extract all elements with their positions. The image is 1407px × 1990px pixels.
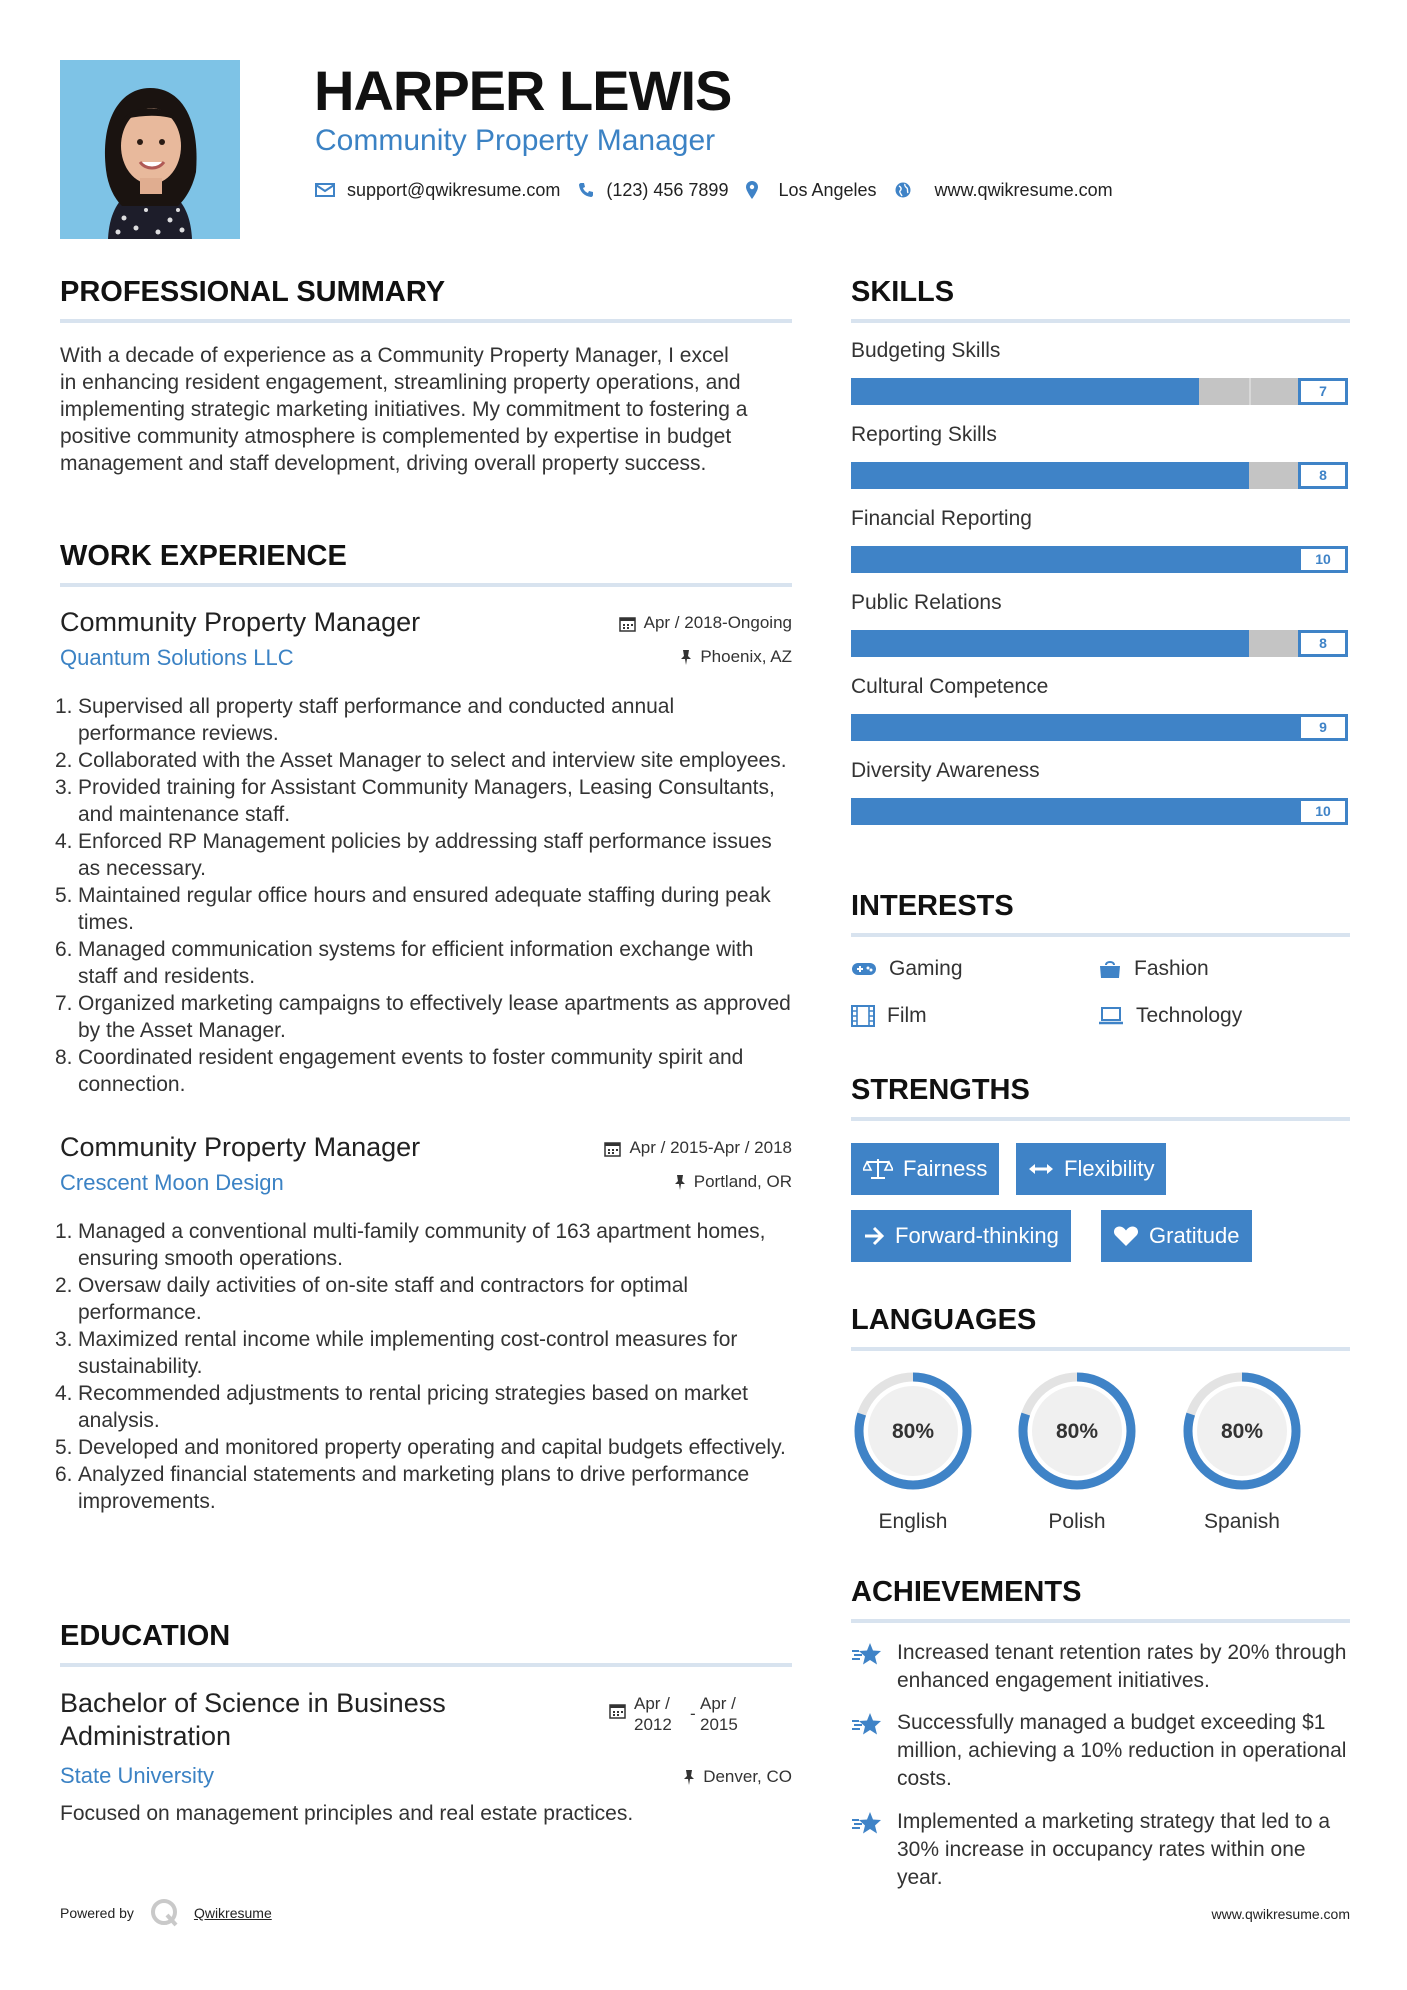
skill-bar: [851, 798, 1348, 825]
language-name: Spanish: [1204, 1510, 1280, 1533]
skill-name: Reporting Skills: [851, 423, 997, 446]
balance-scale-icon: [863, 1157, 893, 1181]
strength-chip: Forward-thinking: [851, 1210, 1071, 1262]
achievement-item: Increased tenant retention rates by 20% through enhanced engagement initiatives.: [851, 1639, 1350, 1695]
duty-item: 8. Coordinated resident engagement events to foster community spirit and connection.: [55, 1046, 744, 1096]
skill-level-value: 10: [1298, 546, 1348, 573]
job-date-text: Apr / 2018-Ongoing: [643, 613, 792, 632]
arrows-horizontal-icon: [1028, 1161, 1054, 1177]
skill-name: Cultural Competence: [851, 675, 1049, 698]
skill-item: [851, 507, 1350, 573]
profile-photo: [60, 60, 240, 239]
contact-website[interactable]: [895, 180, 1113, 201]
languages-list: [851, 1351, 1350, 1531]
globe-icon: [895, 182, 911, 198]
duty-item: 4. Enforced RP Management policies by addressing staff performance issues as necessary.: [55, 830, 772, 880]
duty-item: 7. Organized marketing campaigns to effectively lease apartments as approved by the Asset Manager.: [55, 992, 791, 1042]
contact-email[interactable]: [315, 180, 560, 201]
duty-list: [55, 1218, 792, 1515]
skill-item: [851, 675, 1350, 741]
skill-bar-fill: [851, 798, 1348, 825]
strength-chip: Gratitude: [1101, 1210, 1252, 1262]
degree-title: Bachelor of Science in Business Administration: [60, 1688, 446, 1751]
skill-bar-fill: [851, 630, 1249, 657]
job-date: [604, 1138, 792, 1158]
duty-item: 5. Maintained regular office hours and ensured adequate staffing during peak times.: [55, 884, 771, 934]
skill-level-value: 8: [1298, 630, 1348, 657]
duty-item: 1. Managed a conventional multi-family community of 163 apartment homes, ensuring smooth operations.: [55, 1220, 766, 1270]
skill-name: Diversity Awareness: [851, 759, 1040, 782]
achievements-section: [851, 1576, 1350, 1889]
language-item: [1180, 1369, 1304, 1534]
skill-level-value: 7: [1298, 378, 1348, 405]
interest-item: Gaming: [851, 957, 963, 981]
interest-item: Film: [851, 1004, 927, 1028]
languages-section: [851, 1304, 1350, 1531]
job-title: Community Property Manager: [60, 607, 421, 637]
summary-heading: PROFESSIONAL SUMMARY: [60, 276, 792, 323]
duty-item: 3. Provided training for Assistant Community Managers, Leasing Consultants, and maintenance staff.: [55, 776, 775, 826]
education-description: Focused on management principles and real estate practices.: [60, 1802, 634, 1825]
map-marker-icon: [746, 181, 758, 199]
heart-icon: [1113, 1225, 1139, 1247]
duty-item: 3. Maximized rental income while implementing cost-control measures for sustainability.: [55, 1328, 738, 1378]
duty-item: 6. Analyzed financial statements and marketing plans to drive performance improvements.: [55, 1463, 750, 1513]
film-icon: [851, 1005, 875, 1027]
skill-bar: [851, 378, 1348, 405]
skill-bar-fill: [851, 714, 1298, 741]
skill-item: [851, 759, 1350, 825]
laptop-icon: [1098, 1006, 1124, 1026]
interest-item: Fashion: [1098, 957, 1209, 981]
achievement-item: Implemented a marketing strategy that led to a 30% increase in occupancy rates within one year.: [851, 1808, 1350, 1892]
pin-icon: [674, 1174, 686, 1191]
duty-item: 6. Managed communication systems for efficient information exchange with staff and residents.: [55, 938, 754, 988]
skill-item: [851, 339, 1350, 405]
job-entry: [55, 607, 792, 1098]
footer-powered-by: Powered by Qwikresume: [60, 1898, 272, 1928]
skill-bar-fill: [851, 546, 1348, 573]
skill-item: [851, 591, 1350, 657]
shopping-bag-icon: [1098, 958, 1122, 980]
arrow-right-icon: [863, 1226, 885, 1246]
job-title: Community Property Manager: [60, 1132, 421, 1162]
skill-bar-fill: [851, 378, 1199, 405]
skills-list: [851, 339, 1350, 825]
star-trophy-icon: [851, 1641, 883, 1669]
job-location: [674, 1172, 792, 1192]
skill-bar: [851, 714, 1348, 741]
job-date-text: Apr / 2015-Apr / 2018: [629, 1138, 792, 1157]
language-percent: 80%: [1220, 1420, 1264, 1443]
pin-icon: [683, 1769, 695, 1786]
skill-name: Financial Reporting: [851, 507, 1032, 530]
language-item: [1015, 1369, 1139, 1534]
strengths-heading: STRENGTHS: [851, 1074, 1350, 1121]
summary-text: With a decade of experience as a Community Property Manager, I excel in enhancing resident engagement, streamlining property operations, and implementing strategic marketing initiatives. My commitment to fostering a positive community atmosphere is complemented by expertise in budget management and staff development, driving overall property success.: [60, 344, 748, 475]
skill-bar: [851, 630, 1348, 657]
language-ring: [851, 1369, 975, 1493]
duty-list: [55, 693, 792, 1098]
job-location-text: Phoenix, AZ: [700, 647, 792, 666]
interests-grid: [851, 937, 1350, 1037]
job-date: [619, 613, 792, 633]
skill-bar: [851, 546, 1348, 573]
strength-chip: Flexibility: [1016, 1143, 1166, 1195]
interest-item: Technology: [1098, 1004, 1242, 1028]
job-company: Crescent Moon Design: [60, 1170, 284, 1195]
skill-bar-divider: [1249, 378, 1251, 405]
candidate-role: Community Property Manager: [315, 124, 716, 157]
contact-phone[interactable]: [578, 180, 728, 201]
strengths-section: [851, 1074, 1350, 1251]
language-name: English: [878, 1510, 948, 1533]
website-text: www.qwikresume.com: [934, 179, 1113, 200]
envelope-icon: [315, 182, 335, 198]
star-trophy-icon: [851, 1711, 883, 1739]
duty-item: 5. Developed and monitored property operating and capital budgets effectively.: [55, 1436, 786, 1459]
duty-item: 4. Recommended adjustments to rental pricing strategies based on market analysis.: [55, 1382, 749, 1432]
job-location: [680, 647, 792, 667]
skill-bar: [851, 462, 1348, 489]
education-heading: EDUCATION: [60, 1620, 792, 1667]
job-company: Quantum Solutions LLC: [60, 645, 294, 670]
email-text: support@qwikresume.com: [347, 179, 561, 200]
education-location: Denver, CO: [683, 1767, 792, 1787]
calendar-icon: [609, 1702, 626, 1719]
contact-bar: [315, 178, 1131, 202]
skill-item: [851, 423, 1350, 489]
achievement-item: Successfully managed a budget exceeding $1 million, achieving a 10% reduction in operational costs.: [851, 1709, 1350, 1793]
language-ring: [1180, 1369, 1304, 1493]
language-item: [851, 1369, 975, 1534]
skills-section: [851, 276, 1350, 825]
skill-bar-fill: [851, 462, 1249, 489]
school-name: State University: [60, 1763, 215, 1788]
language-name: Polish: [1048, 1510, 1106, 1533]
job-location-text: Portland, OR: [693, 1172, 792, 1191]
phone-icon: [578, 182, 594, 198]
footer-url[interactable]: www.qwikresume.com: [1211, 1906, 1350, 1922]
interests-section: [851, 890, 1350, 1037]
education-section: [60, 1620, 792, 1837]
skills-heading: SKILLS: [851, 276, 1350, 323]
skill-name: Public Relations: [851, 591, 1002, 614]
strengths-chips: [851, 1121, 1350, 1251]
qwikresume-logo-icon: [150, 1898, 180, 1928]
gamepad-icon: [851, 961, 877, 977]
duty-item: 1. Supervised all property staff performance and conducted annual performance reviews.: [55, 695, 675, 745]
contact-location: [746, 180, 876, 201]
footer-brand-link[interactable]: Qwikresume: [193, 1905, 272, 1921]
education-date: Apr / 2012 - Apr / 2015: [609, 1693, 738, 1735]
duty-item: 2. Oversaw daily activities of on-site staff and contractors for optimal performance.: [55, 1274, 689, 1324]
skill-level-value: 8: [1298, 462, 1348, 489]
language-percent: 80%: [891, 1420, 935, 1443]
pin-icon: [680, 649, 692, 666]
skill-name: Budgeting Skills: [851, 339, 1001, 362]
interests-heading: INTERESTS: [851, 890, 1350, 937]
candidate-name: HARPER LEWIS: [314, 59, 732, 122]
location-text: Los Angeles: [778, 179, 877, 200]
skill-level-value: 9: [1298, 714, 1348, 741]
achievements-heading: ACHIEVEMENTS: [851, 1576, 1350, 1623]
calendar-icon: [604, 1140, 621, 1157]
phone-text: (123) 456 7899: [606, 179, 729, 200]
strength-chip: Fairness: [851, 1143, 999, 1195]
languages-heading: LANGUAGES: [851, 1304, 1350, 1351]
language-ring: [1015, 1369, 1139, 1493]
star-trophy-icon: [851, 1810, 883, 1838]
experience-section: [55, 540, 792, 1515]
calendar-icon: [619, 615, 636, 632]
achievements-list: [851, 1623, 1350, 1889]
job-entry: [55, 1132, 792, 1515]
language-percent: 80%: [1055, 1420, 1099, 1443]
duty-item: 2. Collaborated with the Asset Manager to select and interview site employees.: [55, 749, 787, 772]
experience-heading: WORK EXPERIENCE: [60, 540, 792, 587]
education-entry: [60, 1687, 792, 1837]
summary-section: [60, 276, 792, 477]
skill-level-value: 10: [1298, 798, 1348, 825]
